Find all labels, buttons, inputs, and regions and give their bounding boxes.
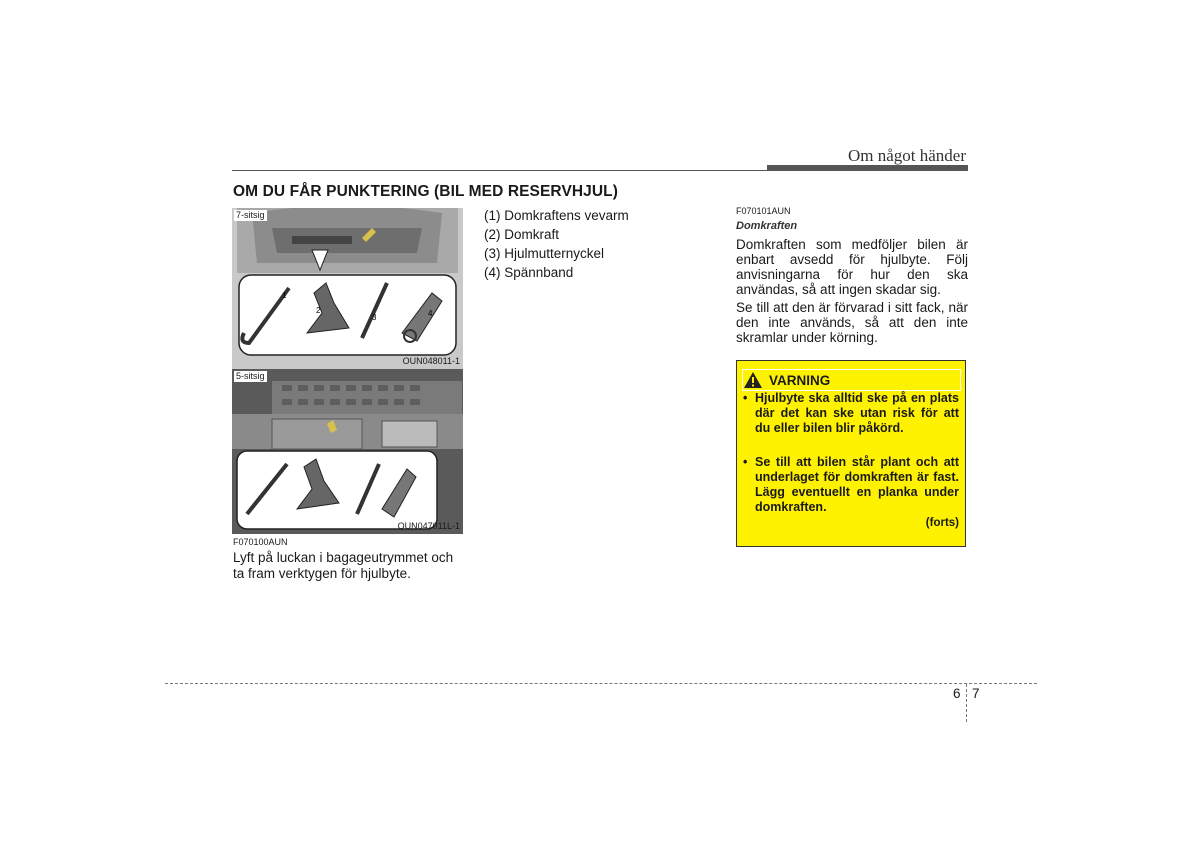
reference-code: F070100AUN	[233, 537, 288, 547]
figure-code: OUN047011L-1	[397, 521, 460, 531]
bullet: •	[743, 391, 748, 405]
list-item: (1) Domkraftens vevarm	[484, 208, 629, 223]
warning-box	[736, 360, 966, 547]
instruction-text: Lyft på luckan i bagageutrymmet och ta fram verktygen för hjulbyte.	[233, 550, 454, 581]
figure-label: 7-sitsig	[236, 210, 265, 220]
header-rule-accent	[767, 165, 968, 171]
section-title: OM DU FÅR PUNKTERING (BIL MED RESERVHJUL)	[233, 183, 619, 200]
list-item: (4) Spännband	[484, 265, 574, 280]
parts-list	[484, 206, 629, 282]
warning-item	[743, 391, 959, 436]
warning-header	[743, 369, 830, 391]
figure-label: 5-sitsig	[236, 371, 265, 381]
footer-divider	[966, 684, 967, 722]
running-header: Om något händer	[847, 146, 966, 165]
list-item: (2) Domkraft	[484, 227, 560, 242]
list-item: (3) Hjulmutternyckel	[484, 246, 605, 261]
chapter-number: 6	[953, 686, 961, 701]
figure-5-seat-tools	[232, 369, 463, 534]
trunk-tools-illustration-5-seat	[232, 369, 463, 534]
callout-1: 1	[282, 291, 287, 300]
continued-note: (forts)	[925, 517, 959, 529]
footer-rule	[165, 683, 1037, 684]
warning-title: VARNING	[769, 372, 831, 388]
subheading: Domkraften	[736, 220, 798, 232]
reference-code: F070101AUN	[736, 206, 791, 216]
warning-item-text: Hjulbyte ska alltid ske på en plats där det kan ske utan risk för att du eller bilen blir påkörd.	[755, 391, 959, 435]
bullet: •	[743, 455, 748, 469]
warning-item-text: Se till att bilen står plant och att underlaget för domkraften är fast. Lägg eventuellt en planka under domkraften.	[755, 455, 959, 514]
trunk-tools-illustration-7-seat	[232, 208, 463, 369]
paragraph: Se till att den är förvarad i sitt fack, när den inte används, så att den inte skramlar under körning.	[736, 300, 968, 345]
warning-triangle-icon	[743, 371, 763, 389]
callout-2: 2	[316, 306, 321, 315]
figure-code: OUN048011-1	[402, 356, 460, 366]
header-rule	[232, 170, 767, 171]
callout-4: 4	[428, 309, 433, 318]
callout-3: 3	[372, 313, 377, 322]
figure-7-seat-tools	[232, 208, 463, 369]
page-number: 7	[972, 686, 980, 701]
paragraph: Domkraften som medföljer bilen är enbart avsedd för hjulbyte. Följ anvisningarna för hur den ska användas, så att ingen skadar sig.	[736, 237, 968, 297]
warning-item	[743, 455, 959, 515]
